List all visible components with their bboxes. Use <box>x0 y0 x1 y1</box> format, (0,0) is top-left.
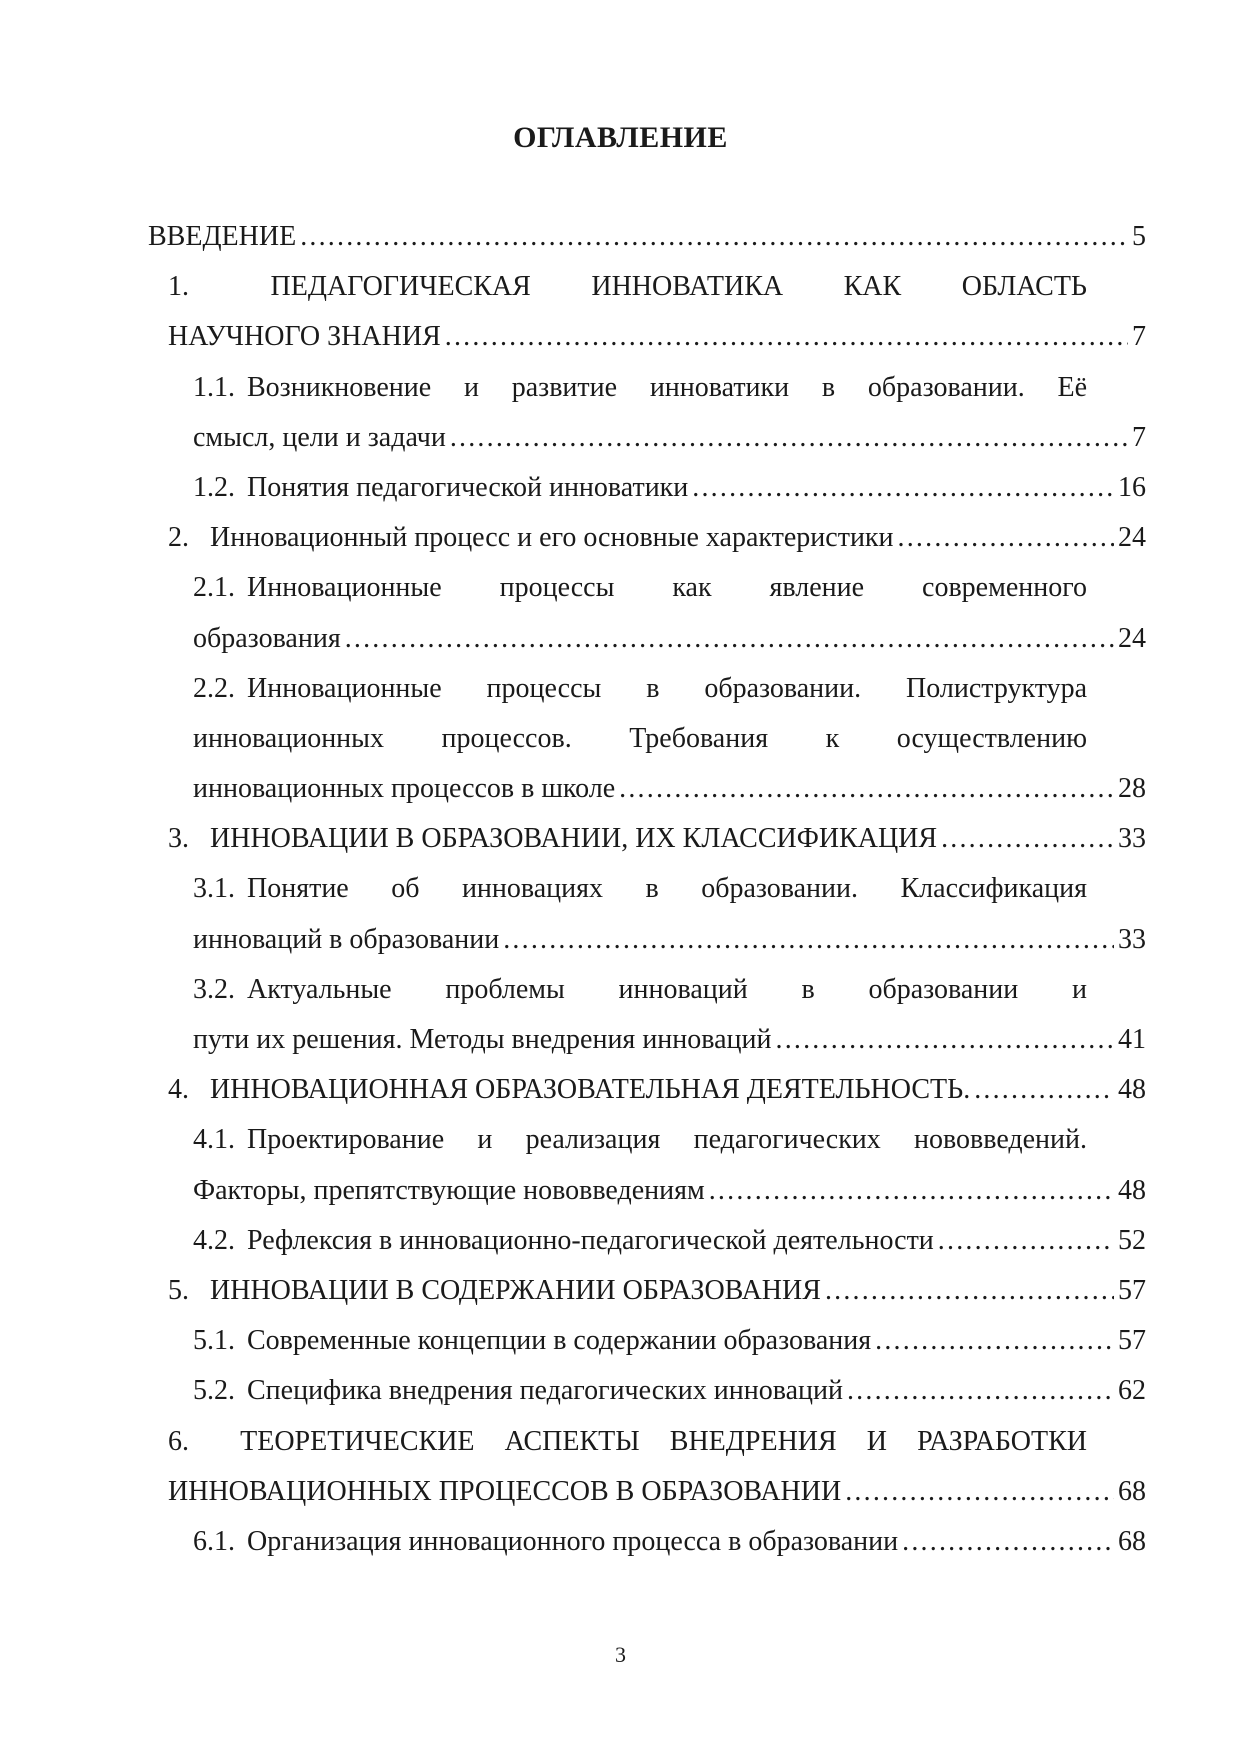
dot-leader <box>974 1065 1114 1115</box>
dot-leader <box>825 1266 1114 1316</box>
toc-entry-number: 6. <box>168 1425 189 1457</box>
toc-page-number: 57 <box>1118 1274 1146 1306</box>
toc-page-number: 62 <box>1118 1375 1146 1407</box>
toc-entry-section-3-2[interactable] <box>193 965 1241 1065</box>
toc-entry-number: 5.2. <box>193 1375 235 1407</box>
toc-page-number: 33 <box>1118 923 1146 955</box>
toc-entry-chapter-6[interactable] <box>168 1417 1241 1517</box>
toc-page-number: 5 <box>1132 221 1146 252</box>
dot-leader <box>938 1216 1114 1266</box>
page-number: 3 <box>615 1642 626 1667</box>
toc-entry-section-5-2[interactable] <box>193 1366 1241 1416</box>
dot-leader <box>875 1316 1114 1366</box>
toc-entry-text: ИННОВАЦИИ В СОДЕРЖАНИИ ОБРАЗОВАНИЯ <box>210 1274 821 1306</box>
toc-entry-text: инноваций в образовании <box>193 923 500 955</box>
toc-entry-text: Актуальные проблемы инноваций в образовании и <box>247 973 1087 1005</box>
toc-entry-text: смысл, цели и задачи <box>193 421 446 453</box>
toc-entry-text: пути их решения. Методы внедрения инноваций <box>193 1024 772 1055</box>
toc-page-number: 48 <box>1118 1174 1146 1206</box>
toc-entry-section-2-1[interactable] <box>193 563 1241 663</box>
toc-page-number: 41 <box>1118 1024 1146 1055</box>
toc-page-number: 48 <box>1118 1074 1146 1106</box>
toc-page-number: 7 <box>1132 321 1146 353</box>
toc-entry-number: 4.2. <box>193 1224 235 1256</box>
toc-entry-section-1-1[interactable] <box>193 363 1241 463</box>
toc-entry-number: 3. <box>168 823 189 855</box>
toc-entry-chapter-4[interactable] <box>168 1065 1241 1115</box>
toc-entry-chapter-1[interactable] <box>168 262 1241 362</box>
toc-entry-number: 3.1. <box>193 873 235 905</box>
toc-entry-section-5-1[interactable] <box>193 1316 1241 1366</box>
toc-entry-text: Специфика внедрения педагогических инноваций <box>247 1375 843 1407</box>
toc-entry-text: ИННОВАЦИОННЫХ ПРОЦЕССОВ В ОБРАЗОВАНИИ <box>168 1475 842 1507</box>
toc-entry-text: Факторы, препятствующие нововведениям <box>193 1174 705 1206</box>
toc-entry-number: 2. <box>168 522 189 554</box>
toc-entry-number: 1.1. <box>193 371 235 403</box>
dot-leader <box>300 212 1128 262</box>
toc-entry-section-6-1[interactable] <box>193 1517 1241 1567</box>
dot-leader <box>345 614 1114 664</box>
dot-leader <box>619 764 1114 814</box>
toc-entry-text: Понятие об инновациях в образовании. Классификация <box>247 873 1087 905</box>
toc-page-number: 28 <box>1118 773 1146 805</box>
dot-leader <box>847 1366 1114 1416</box>
dot-leader <box>898 513 1114 563</box>
toc-entry-text: Инновационный процесс и его основные характеристики <box>210 522 894 554</box>
toc-entry-number: 3.2. <box>193 973 235 1005</box>
toc-entry-intro[interactable] <box>148 212 1241 262</box>
toc-entry-text: Инновационные процессы как явление современного <box>247 572 1087 604</box>
dot-leader <box>692 463 1114 513</box>
toc-entry-text: образования <box>193 622 341 654</box>
toc-entry-text: Проектирование и реализация педагогических нововведений. <box>247 1124 1087 1156</box>
toc-entry-chapter-2[interactable] <box>168 513 1241 563</box>
toc-entry-text: ИННОВАЦИИ В ОБРАЗОВАНИИ, ИХ КЛАССИФИКАЦИЯ <box>210 823 938 855</box>
dot-leader <box>445 312 1128 362</box>
toc-entry-text: инновационных процессов. Требования к осуществлению <box>193 722 1087 754</box>
toc-page-number: 7 <box>1132 421 1146 453</box>
toc-entry-number: 4.1. <box>193 1124 235 1156</box>
toc-entry-text: ТЕОРЕТИЧЕСКИЕ АСПЕКТЫ ВНЕДРЕНИЯ И РАЗРАБОТКИ <box>240 1425 1087 1457</box>
toc-entry-section-4-2[interactable] <box>193 1216 1241 1266</box>
dot-leader <box>503 915 1114 965</box>
toc-entry-number: 5.1. <box>193 1325 235 1357</box>
toc-entry-text: Возникновение и развитие инноватики в образовании. Её <box>247 371 1087 403</box>
toc-entry-text: ИННОВАЦИОННАЯ ОБРАЗОВАТЕЛЬНАЯ ДЕЯТЕЛЬНОСТЬ. <box>210 1074 971 1106</box>
toc-entry-text: НАУЧНОГО ЗНАНИЯ <box>168 321 441 353</box>
dot-leader <box>450 413 1128 463</box>
dot-leader <box>709 1166 1114 1216</box>
toc-entry-text: Рефлексия в инновационно-педагогической деятельности <box>247 1224 934 1256</box>
dot-leader <box>845 1467 1114 1517</box>
toc-entry-text: Инновационные процессы в образовании. Полиструктура <box>247 672 1087 704</box>
toc-entry-number: 6.1. <box>193 1525 235 1557</box>
toc-page-number: 52 <box>1118 1224 1146 1256</box>
page-title: ОГЛАВЛЕНИЕ <box>513 121 728 154</box>
toc-page-number: 68 <box>1118 1525 1146 1557</box>
toc-entry-text: инновационных процессов в школе <box>193 773 616 805</box>
toc-page-number: 16 <box>1118 471 1146 503</box>
toc-page-number: 24 <box>1118 622 1146 654</box>
dot-leader <box>902 1517 1114 1567</box>
toc-page-number: 68 <box>1118 1475 1146 1507</box>
toc-page-number: 57 <box>1118 1325 1146 1357</box>
toc-entry-text: ПЕДАГОГИЧЕСКАЯ ИННОВАТИКА КАК ОБЛАСТЬ <box>270 271 1087 303</box>
dot-leader <box>941 814 1114 864</box>
toc-entry-section-4-1[interactable] <box>193 1115 1241 1215</box>
toc-entry-text: Организация инновационного процесса в образовании <box>247 1525 899 1557</box>
toc-entry-number: 1.2. <box>193 471 235 503</box>
toc-entry-number: 2.1. <box>193 572 235 604</box>
toc-entry-number: 4. <box>168 1074 189 1106</box>
toc-entry-number: 2.2. <box>193 672 235 704</box>
toc-entry-chapter-3[interactable] <box>168 814 1241 864</box>
toc-entry-text: Понятия педагогической инноватики <box>247 471 689 503</box>
toc-entry-section-2-2[interactable] <box>193 664 1241 815</box>
toc-entry-number: 5. <box>168 1274 189 1306</box>
toc-entry-chapter-5[interactable] <box>168 1266 1241 1316</box>
toc-page-number: 33 <box>1118 823 1146 855</box>
toc-entry-text: Современные концепции в содержании образования <box>247 1325 872 1357</box>
toc-entry-number: 1. <box>168 271 189 303</box>
toc-entry-section-3-1[interactable] <box>193 864 1241 964</box>
toc-page-number: 24 <box>1118 522 1146 554</box>
toc-entry-section-1-2[interactable] <box>193 463 1241 513</box>
toc-entry-text: ВВЕДЕНИЕ <box>148 221 297 252</box>
dot-leader <box>776 1015 1115 1065</box>
table-of-contents <box>0 212 1241 1567</box>
